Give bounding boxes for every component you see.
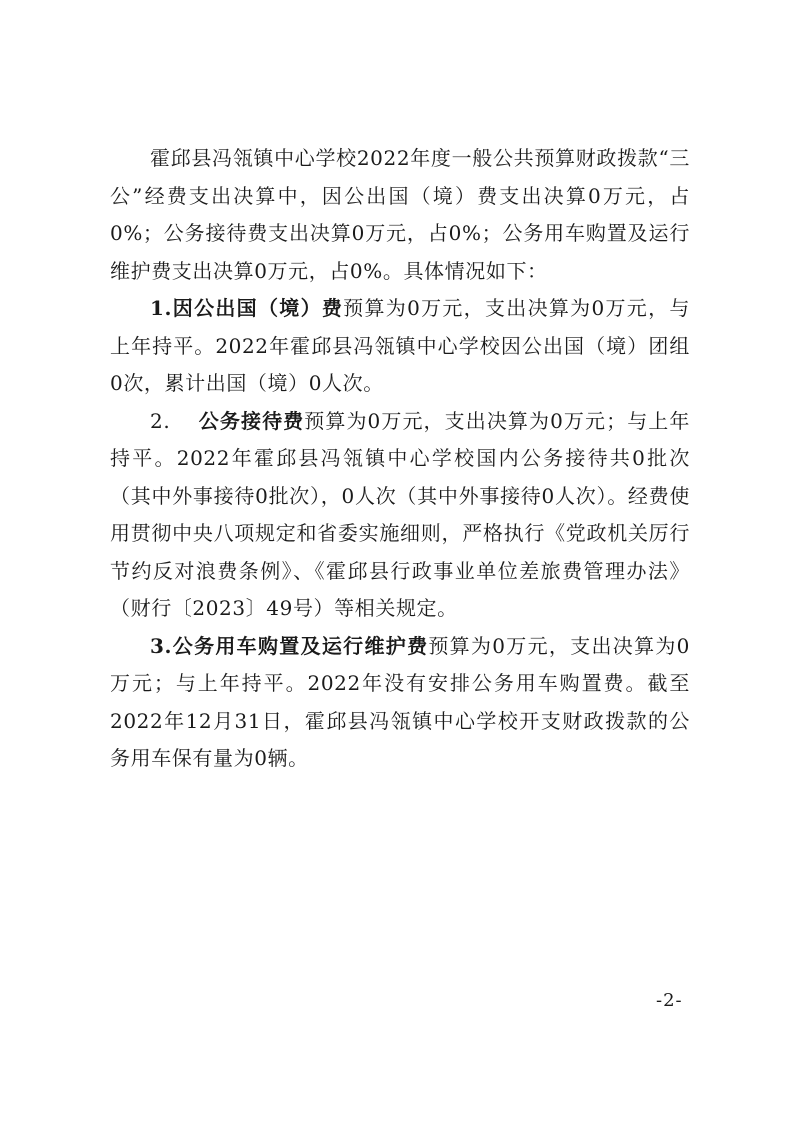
item-2-number: 2. [150,408,171,433]
item-3-body: 预算为0万元，支出决算为0万元；与上年持平。2022年没有安排公务用车购置费。截至2022年12月31日，霍邱县冯瓴镇中心学校开支财政拨款的公务用车保有量为0辆。 [110,633,691,770]
document-body [110,140,690,778]
item-2-heading: 公务接待费 [198,408,305,433]
item-2-body: 预算为0万元，支出决算为0万元；与上年持平。2022年霍邱县冯瓴镇中心学校国内公务接待共0批次（其中外事接待0批次），0人次（其中外事接待0人次）。经费使用贯彻中央八项规定和省委实施细则，严格执行《党政机关厉行节约反对浪费条例》、《霍邱县行政事业单位差旅费管理办法》（财行〔2023〕49号）等相关规定。 [110,408,690,620]
item-1-body: 预算为0万元，支出决算为0万元，与上年持平。2022年霍邱县冯瓴镇中心学校因公出国（境）团组0次，累计出国（境）0人次。 [110,296,690,395]
item-3-heading: 3.公务用车购置及运行维护费 [150,633,429,658]
item-3-paragraph [110,628,690,778]
item-1-heading: 1.因公出国（境）费 [150,296,344,320]
item-2-paragraph [110,403,690,628]
item-1-paragraph [110,290,690,403]
page-number: -2- [656,990,683,1011]
intro-paragraph: 霍邱县冯瓴镇中心学校2022年度一般公共预算财政拨款“三公”经费支出决算中，因公出国（境）费支出决算0万元，占0%；公务接待费支出决算0万元，占0%；公务用车购置及运行维护费支出决算0万元，占0%。具体情况如下： [110,146,690,283]
